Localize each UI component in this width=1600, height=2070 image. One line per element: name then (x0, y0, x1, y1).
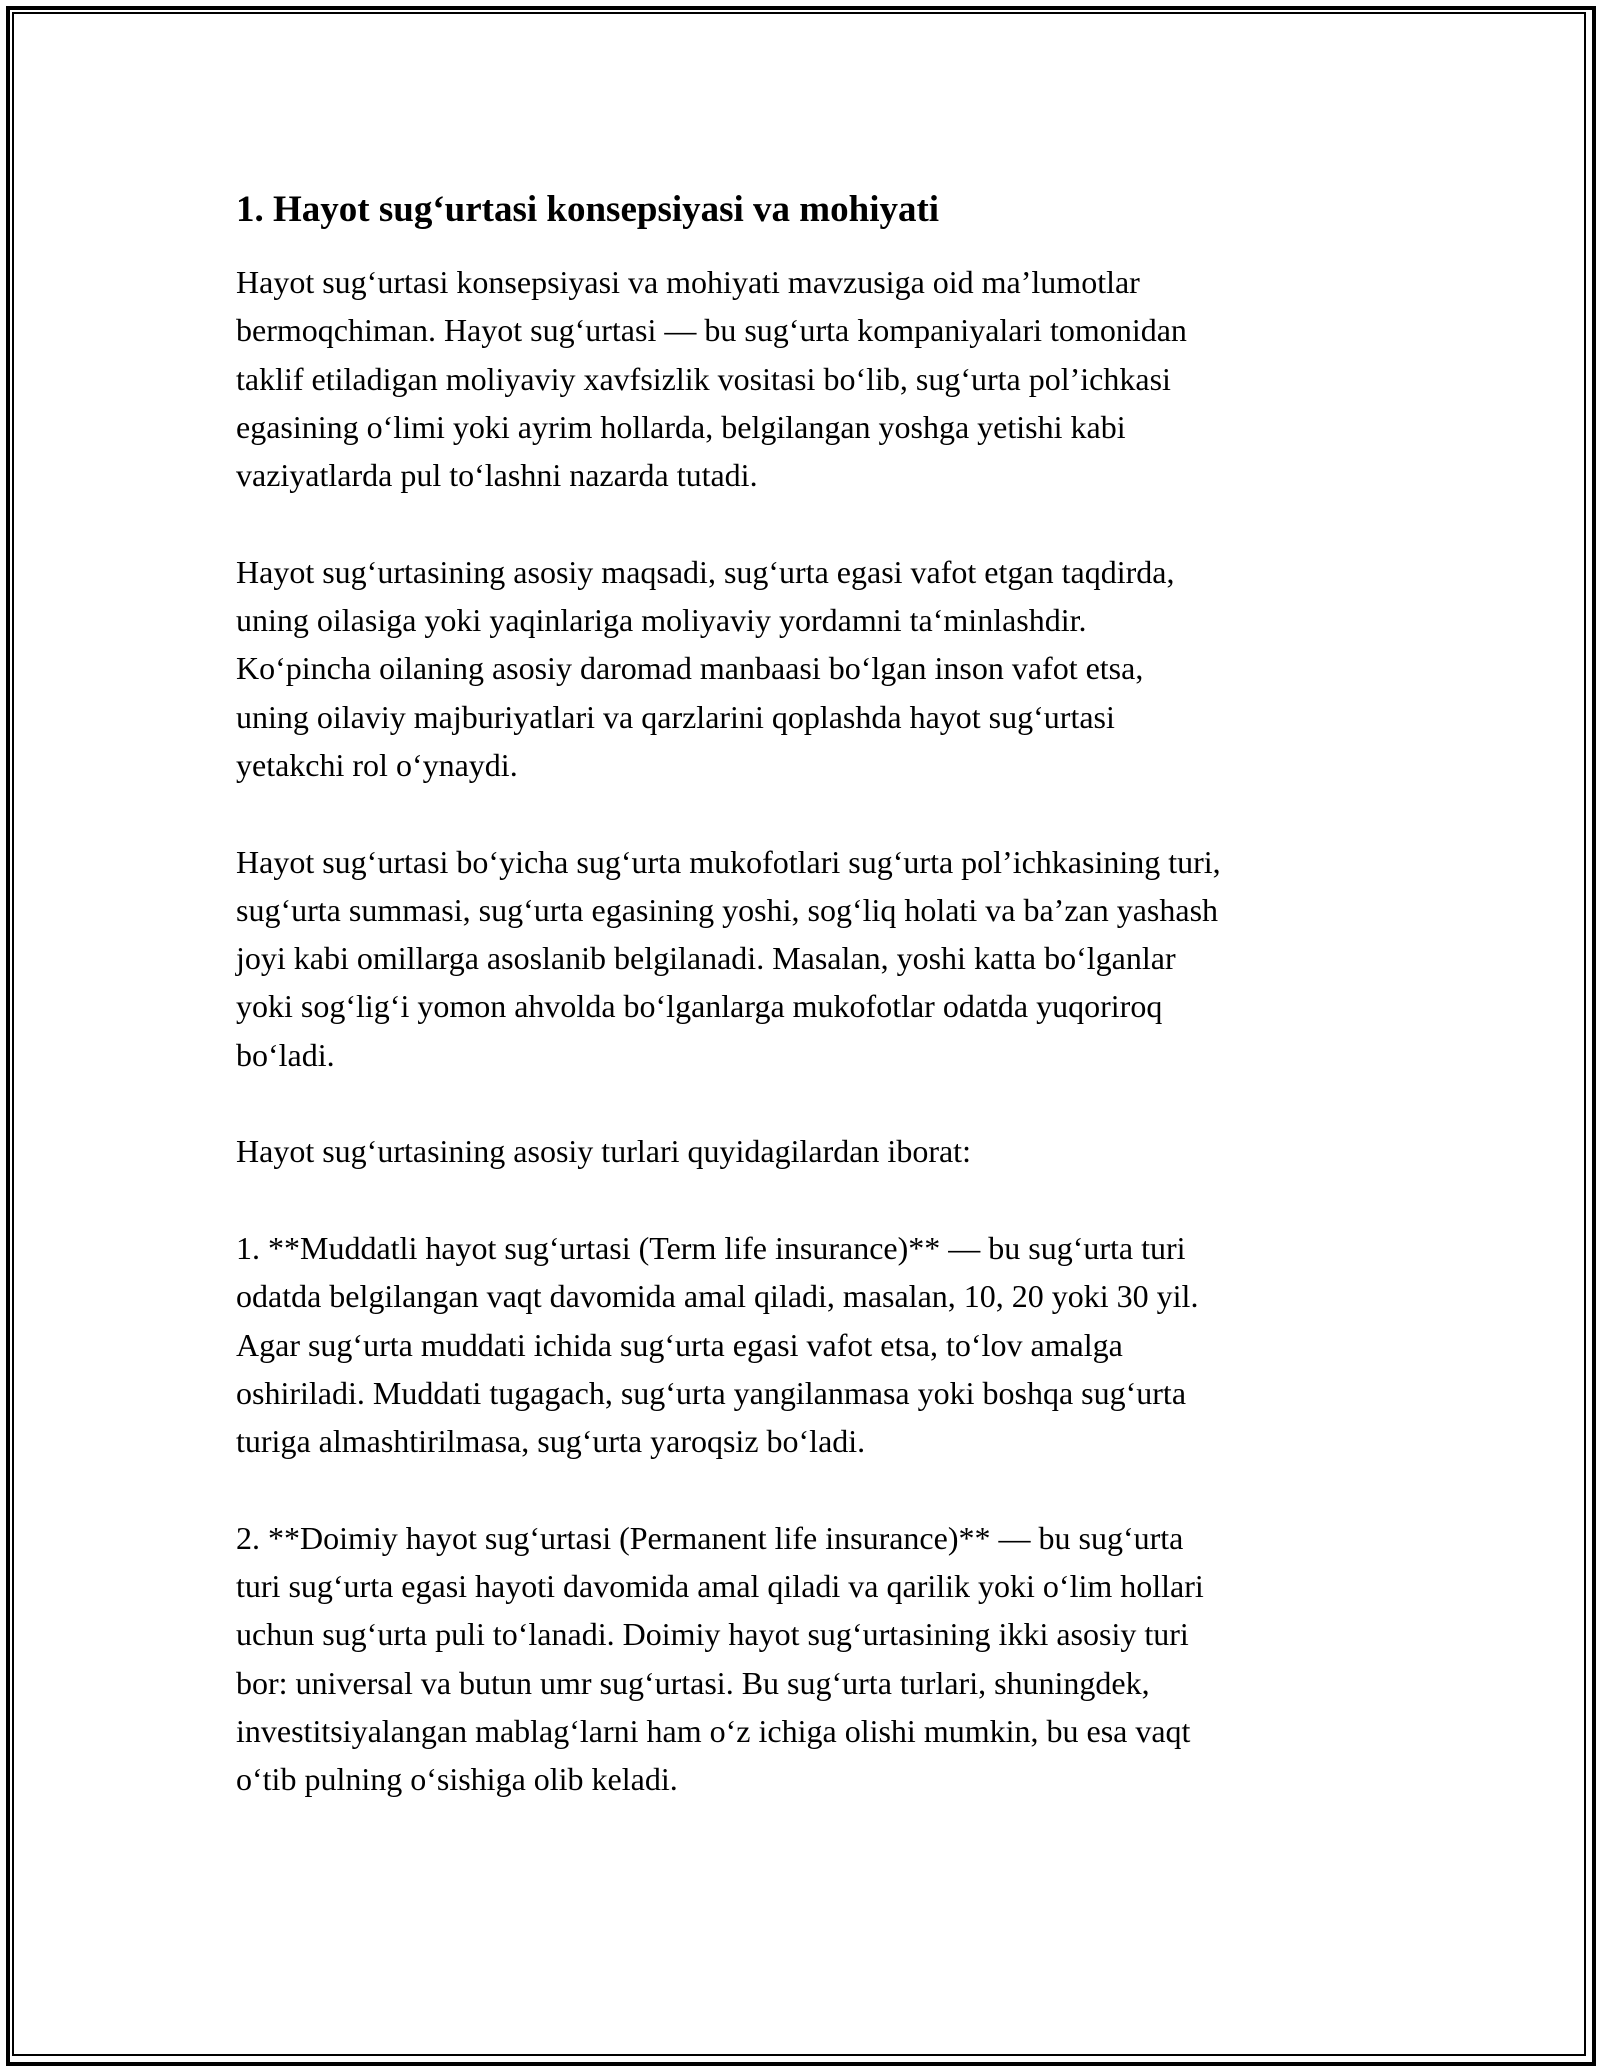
text-line: taklif etiladigan moliyaviy xavfsizlik vositasi bo‘lib, sug‘urta pol’ichkasi (236, 360, 1171, 397)
text-line: turiga almashtirilmasa, sug‘urta yaroqsiz bo‘ladi. (236, 1423, 866, 1460)
text-line: uchun sug‘urta puli to‘lanadi. Doimiy hayot sug‘urtasining ikki asosiy turi (236, 1616, 1189, 1653)
text-line: joyi kabi omillarga asoslanib belgilanadi. Masalan, yoshi katta bo‘lganlar (236, 940, 1176, 977)
text-line: yoki sog‘lig‘i yomon ahvolda bo‘lganlarga mukofotlar odatda yuqoriroq (236, 988, 1163, 1025)
page-title: 1. Hayot sug‘urtasi konsepsiyasi va mohiyati (236, 189, 940, 230)
text-line: uning oilasiga yoki yaqinlariga moliyaviy yordamni ta‘minlashdir. (236, 602, 1087, 639)
text-line: Agar sug‘urta muddati ichida sug‘urta egasi vafot etsa, to‘lov amalga (236, 1326, 1123, 1363)
text-line: Hayot sug‘urtasi konsepsiyasi va mohiyati mavzusiga oid ma’lumotlar (236, 264, 1140, 300)
text-line: Ko‘pincha oilaning asosiy daromad manbaasi bo‘lgan inson vafot etsa, (236, 650, 1144, 687)
paragraph-premiums (236, 838, 1386, 1079)
text-line: uning oilaviy majburiyatlari va qarzlarini qoplashda hayot sug‘urtasi (236, 698, 1115, 735)
text-line: bermoqchiman. Hayot sug‘urtasi — bu sug‘urta kompaniyalari tomonidan (236, 312, 1187, 349)
text-line: 1. **Muddatli hayot sug‘urtasi (Term life insurance)** — bu sug‘urta turi (236, 1229, 1186, 1266)
paragraph-types-intro (236, 1127, 1386, 1175)
text-line: odatda belgilangan vaqt davomida amal qiladi, masalan, 10, 20 yoki 30 yil. (236, 1278, 1199, 1315)
text-line: o‘tib pulning o‘sishiga olib keladi. (236, 1761, 678, 1798)
text-line: bor: universal va butun umr sug‘urtasi. Bu sug‘urta turlari, shuningdek, (236, 1664, 1150, 1701)
text-line: investitsiyalangan mablag‘larni ham o‘z ichiga olishi mumkin, bu esa vaqt (236, 1712, 1191, 1749)
paragraph-purpose (236, 548, 1386, 789)
text-line: bo‘ladi. (236, 1036, 335, 1073)
document-body (236, 186, 1386, 1804)
text-line: yetakchi rol o‘ynaydi. (236, 746, 518, 783)
text-line: 2. **Doimiy hayot sug‘urtasi (Permanent life insurance)** — bu sug‘urta (236, 1519, 1184, 1556)
text-line: vaziyatlarda pul to‘lashni nazarda tutadi. (236, 457, 758, 494)
paragraph-permanent-life (236, 1514, 1386, 1804)
text-line: egasining o‘limi yoki ayrim hollarda, belgilangan yoshga yetishi kabi (236, 408, 1126, 445)
paragraph-term-life (236, 1224, 1386, 1465)
text-line: Hayot sug‘urtasi bo‘yicha sug‘urta mukofotlari sug‘urta pol’ichkasining turi, (236, 843, 1221, 880)
text-line: Hayot sug‘urtasining asosiy turlari quyidagilardan iborat: (236, 1133, 971, 1170)
text-line: turi sug‘urta egasi hayoti davomida amal qiladi va qarilik yoki o‘lim hollari (236, 1568, 1204, 1605)
text-line: Hayot sug‘urtasining asosiy maqsadi, sug‘urta egasi vafot etgan taqdirda, (236, 553, 1175, 590)
paragraph-intro (236, 258, 1386, 499)
text-line: oshiriladi. Muddati tugagach, sug‘urta yangilanmasa yoki boshqa sug‘urta (236, 1374, 1187, 1411)
text-line: sug‘urta summasi, sug‘urta egasining yoshi, sog‘liq holati va ba’zan yashash (236, 891, 1219, 928)
